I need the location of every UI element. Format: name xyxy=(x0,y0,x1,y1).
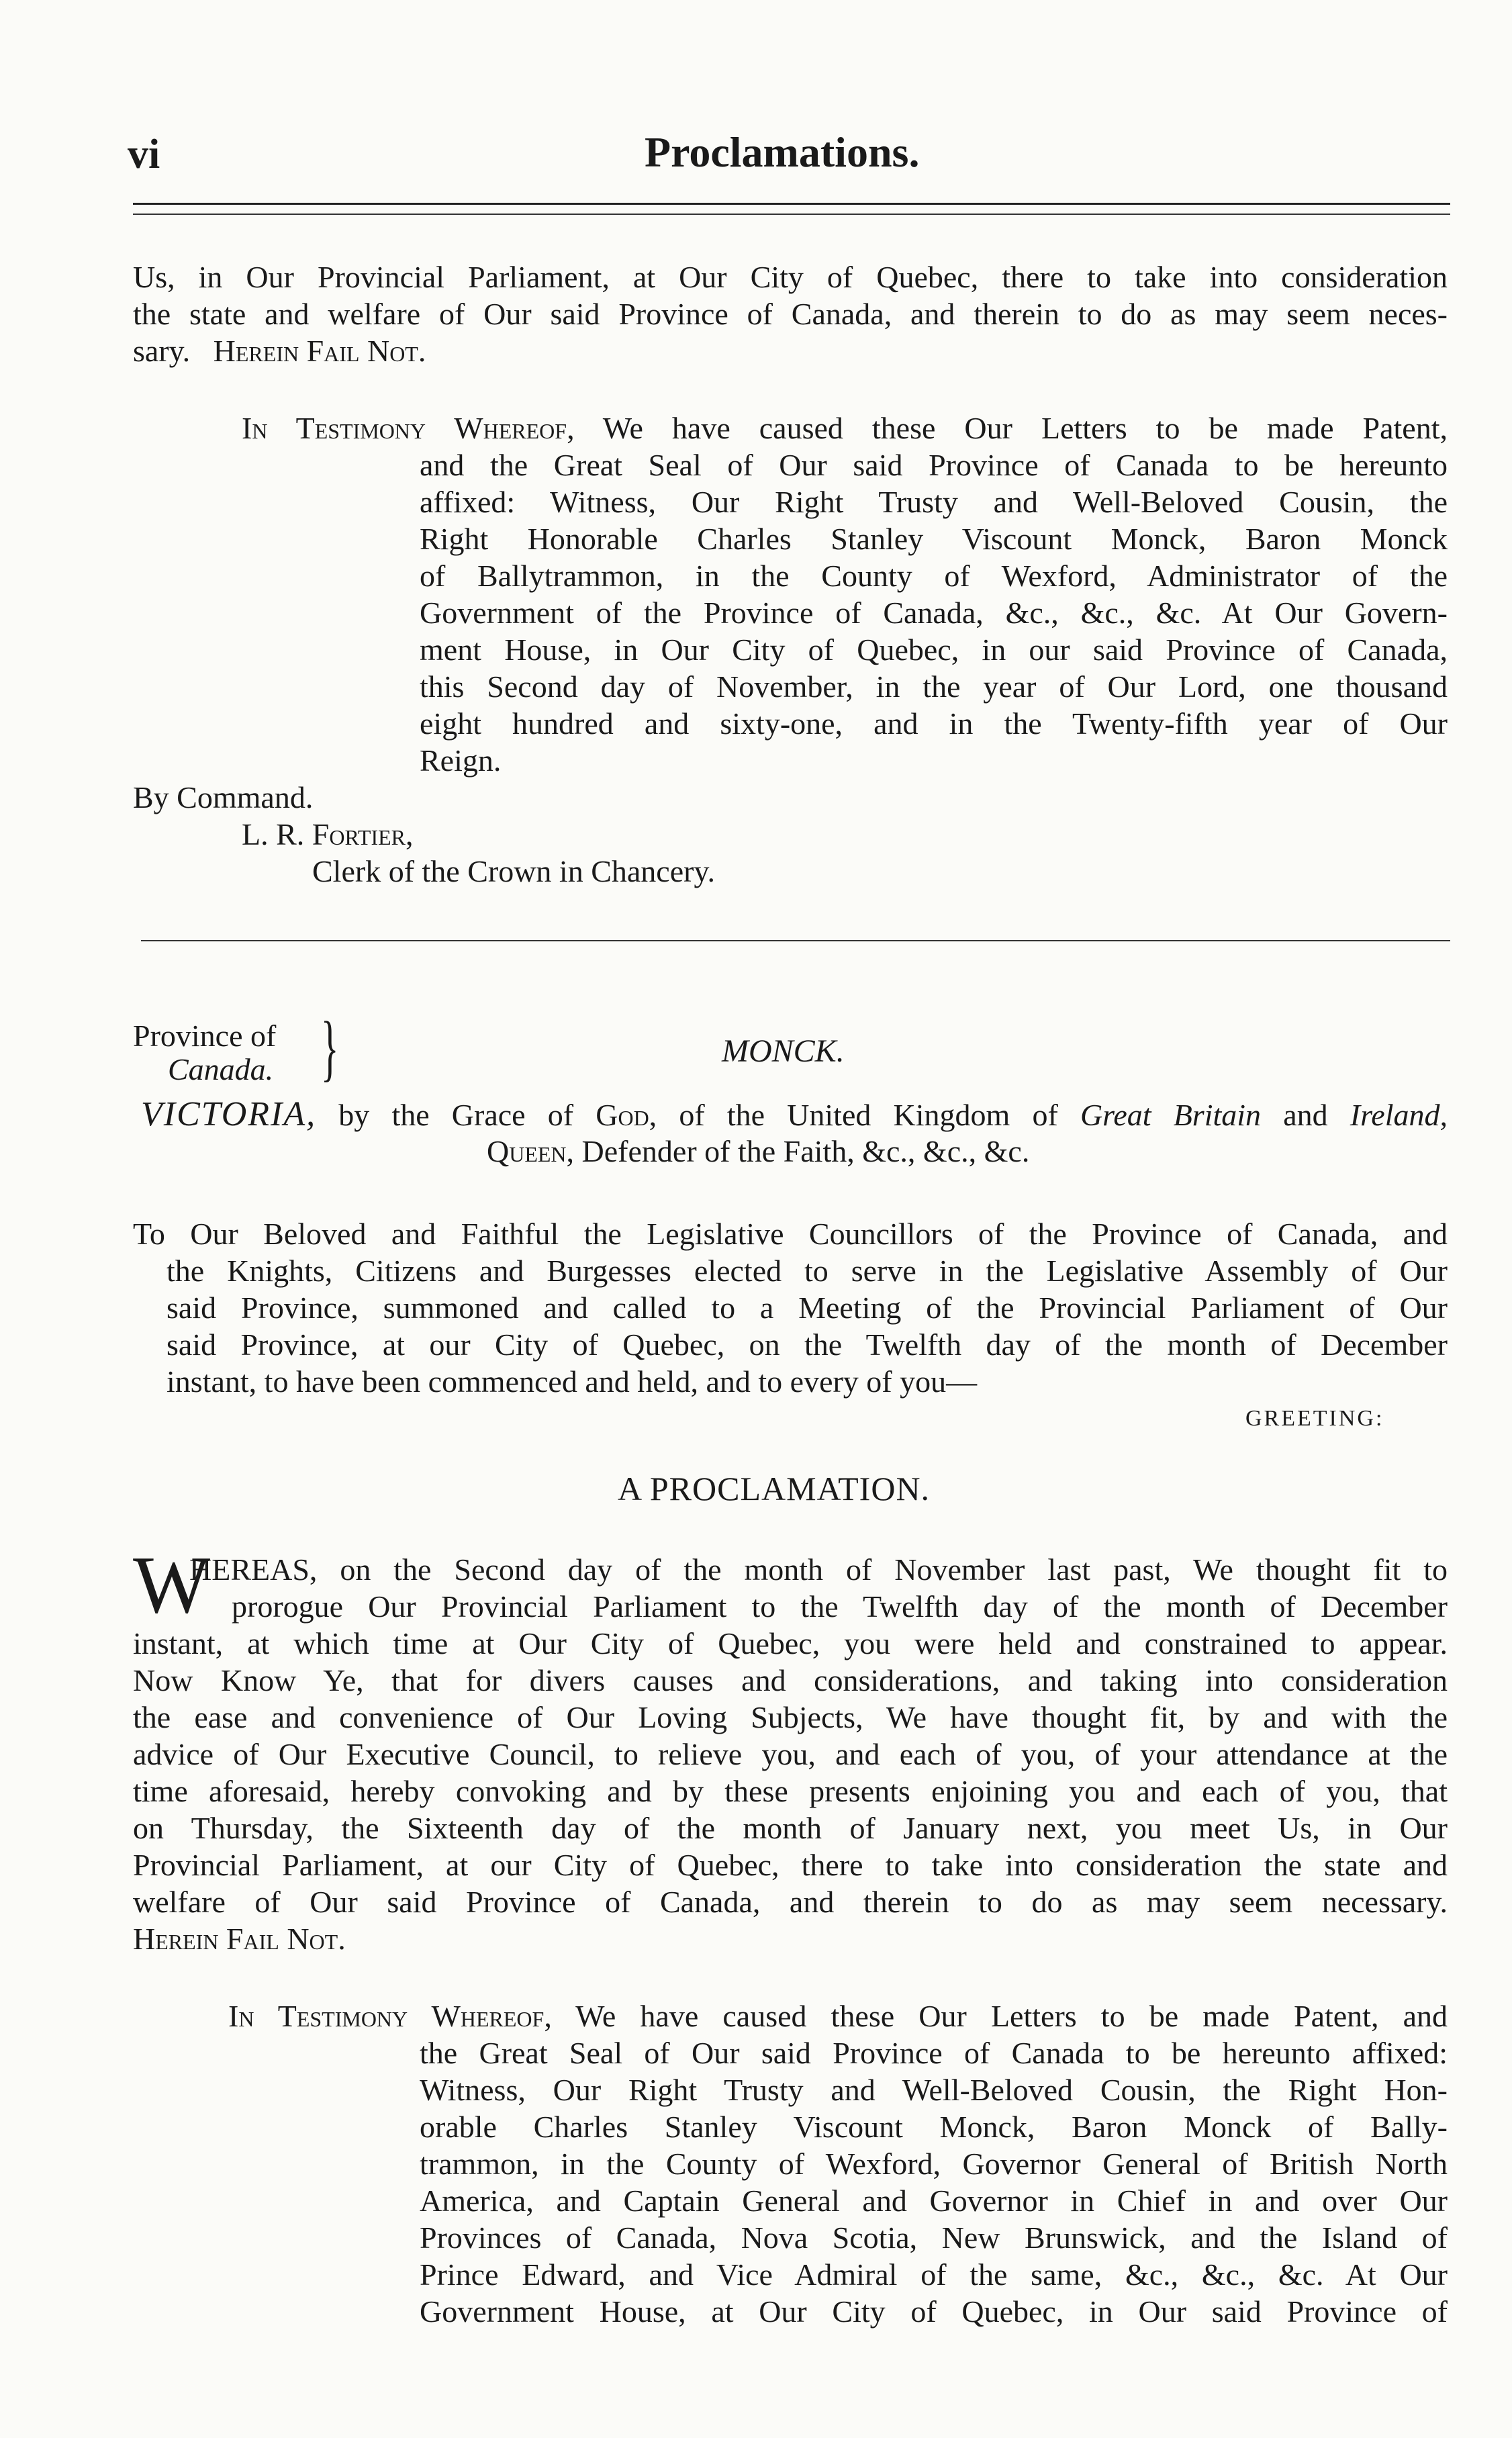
victoria-mid2: of the United Kingdom of xyxy=(679,1098,1058,1132)
testimony1-line-8: eight hundred and sixty-one, and in the Twenty-fifth year of Our xyxy=(420,706,1448,741)
monck-signature: MONCK. xyxy=(722,1033,845,1069)
address-line-2: the Knights, Citizens and Burgesses elected to serve in the Legislative Assembly of Our xyxy=(167,1254,1448,1288)
intro-line-2: the state and welfare of Our said Province of Canada, and therein to do as may seem neces- xyxy=(133,297,1448,331)
page-title: Proclamations. xyxy=(645,128,920,176)
signer-name: L. R. Fortier, xyxy=(242,817,414,851)
province-label-2: Canada. xyxy=(168,1052,274,1086)
victoria-line xyxy=(141,1096,1448,1133)
victoria-great-britain: Great Britain xyxy=(1080,1098,1262,1132)
whereas-line-3: instant, at which time at Our City of Quebec, you were held and constrained to appear. xyxy=(133,1626,1448,1660)
defender-text: Defender of the Faith, &c., &c., &c. xyxy=(581,1134,1030,1168)
drop-cap: W xyxy=(133,1540,211,1630)
proclamation-heading: A PROCLAMATION. xyxy=(618,1470,931,1507)
header-rule-bottom xyxy=(133,214,1450,215)
testimony2-line-8: Government House, at Our City of Quebec, in Our said Province of xyxy=(420,2294,1448,2329)
testimony1-first-line xyxy=(242,410,1448,447)
victoria-mid: by the Grace of xyxy=(338,1098,574,1132)
testimony2-first-line xyxy=(228,1998,1448,2034)
whereas-line-9: Provincial Parliament, at our City of Quebec, there to take into consideration the state and xyxy=(133,1848,1448,1882)
header-rule-top xyxy=(133,203,1450,205)
testimony2-line-6: Provinces of Canada, Nova Scotia, New Brunswick, and the Island of xyxy=(420,2220,1448,2255)
whereas-line-4: Now Know Ye, that for divers causes and considerations, and taking into consideration xyxy=(133,1663,1448,1697)
testimony2-line-7: Prince Edward, and Vice Admiral of the same, &c., &c., &c. At Our xyxy=(420,2257,1448,2292)
testimony2-line-3: orable Charles Stanley Viscount Monck, Baron Monck of Bally- xyxy=(420,2110,1448,2144)
intro-line-1: Us, in Our Provincial Parliament, at Our City of Quebec, there to take into consideration xyxy=(133,260,1448,294)
whereas-line-7: time aforesaid, hereby convoking and by these presents enjoining you and each of you, that xyxy=(133,1774,1448,1808)
intro-line-3 xyxy=(133,332,426,369)
province-label-1: Province of xyxy=(133,1019,277,1053)
testimony2-line-1: the Great Seal of Our said Province of Canada to be hereunto affixed: xyxy=(420,2036,1448,2070)
intro-herein: Herein Fail Not. xyxy=(213,334,426,368)
testimony1-line-1: and the Great Seal of Our said Province of Canada to be hereunto xyxy=(420,448,1448,482)
testimony1-line-2: affixed: Witness, Our Right Trusty and Well-Beloved Cousin, the xyxy=(420,485,1448,519)
signer-office: Clerk of the Crown in Chancery. xyxy=(312,854,715,888)
testimony2-line-2: Witness, Our Right Trusty and Well-Beloved Cousin, the Right Hon- xyxy=(420,2073,1448,2107)
testimony1-first-rest: We have caused these Our Letters to be made Patent, xyxy=(574,411,1448,445)
address-line-3: said Province, summoned and called to a Meeting of the Provincial Parliament of Our xyxy=(167,1291,1448,1325)
address-line-5: instant, to have been commenced and held, and to every of you— xyxy=(167,1364,978,1399)
testimony2-lead: In Testimony Whereof, xyxy=(228,1999,552,2033)
intro-sary: sary. xyxy=(133,334,191,368)
greeting: GREETING: xyxy=(1245,1406,1384,1431)
address-line-1: To Our Beloved and Faithful the Legislative Councillors of the Province of Canada, and xyxy=(133,1217,1448,1251)
section-divider xyxy=(141,940,1450,941)
testimony1-line-7: this Second day of November, in the year of Our Lord, one thousand xyxy=(420,669,1448,704)
queen-line xyxy=(487,1133,1029,1170)
whereas-line-8: on Thursday, the Sixteenth day of the month of January next, you meet Us, in Our xyxy=(133,1811,1448,1845)
whereas-herein: Herein Fail Not. xyxy=(133,1922,346,1956)
testimony1-line-4: of Ballytrammon, in the County of Wexford, Administrator of the xyxy=(420,559,1448,593)
address-line-4: said Province, at our City of Quebec, on the Twelfth day of the month of December xyxy=(167,1327,1448,1362)
victoria-god: God, xyxy=(596,1098,657,1132)
whereas-line-2 xyxy=(232,1588,1448,1625)
testimony2-line-4: trammon, in the County of Wexford, Governor General of British North xyxy=(420,2147,1448,2181)
page-number: vi xyxy=(128,132,160,177)
whereas-line-10: welfare of Our said Province of Canada, and therein to do as may seem necessary. xyxy=(133,1885,1448,1919)
whereas-line-1: HEREAS, on the Second day of the month of November last past, We thought fit to xyxy=(189,1552,1448,1587)
testimony1-line-3: Right Honorable Charles Stanley Viscount Monck, Baron Monck xyxy=(420,522,1448,556)
whereas-line-2-text: prorogue Our Provincial Parliament to the Twelfth day of the month of December xyxy=(232,1589,1448,1624)
queen-title: Queen, xyxy=(487,1134,575,1168)
victoria-name: VICTORIA, xyxy=(141,1095,317,1133)
whereas-line-5: the ease and convenience of Our Loving Subjects, We have thought fit, by and with the xyxy=(133,1700,1448,1734)
province-brace: } xyxy=(321,1006,339,1088)
testimony2-line-5: America, and Captain General and Governor in Chief in and over Our xyxy=(420,2184,1448,2218)
victoria-and: and xyxy=(1283,1098,1328,1132)
testimony1-last-line: Reign. xyxy=(420,743,502,778)
testimony1-line-6: ment House, in Our City of Quebec, in our said Province of Canada, xyxy=(420,632,1448,667)
whereas-line-6: advice of Our Executive Council, to relieve you, and each of you, of your attendance at the xyxy=(133,1737,1448,1771)
by-command: By Command. xyxy=(133,780,314,814)
victoria-ireland: Ireland, xyxy=(1350,1098,1448,1132)
testimony1-lead: In Testimony Whereof, xyxy=(242,411,575,445)
testimony2-first-rest: We have caused these Our Letters to be made Patent, and xyxy=(551,1999,1448,2033)
testimony1-line-5: Government of the Province of Canada, &c., &c., &c. At Our Govern- xyxy=(420,596,1448,630)
